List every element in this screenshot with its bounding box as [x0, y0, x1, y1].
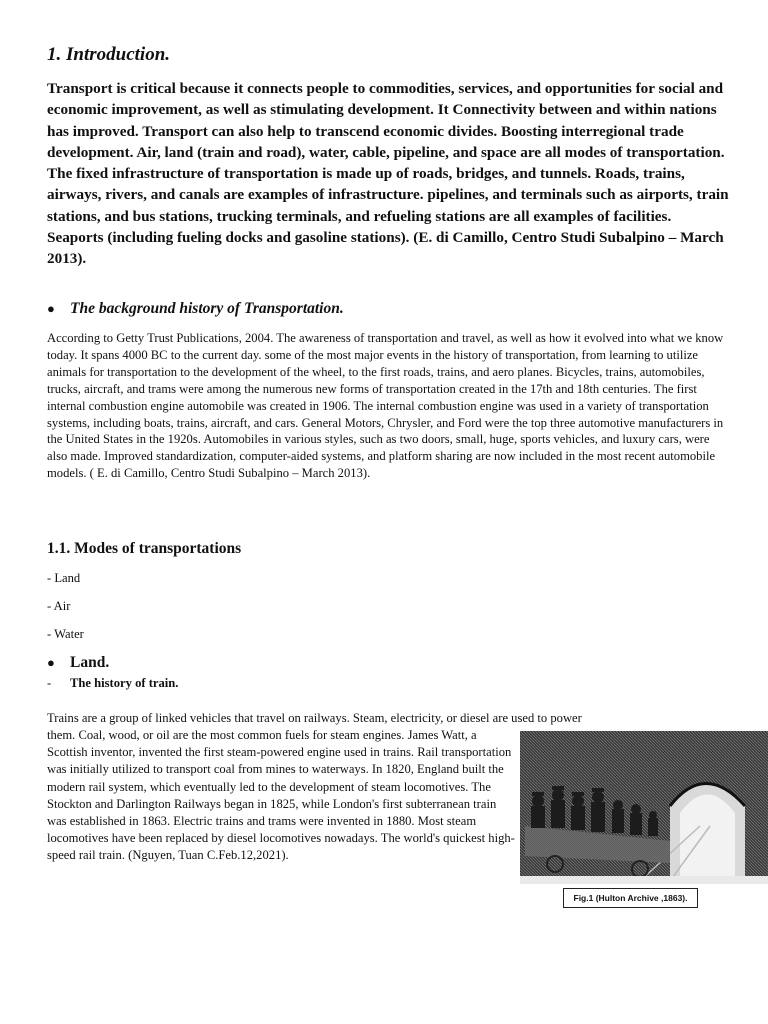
engraving-illustration — [520, 731, 768, 884]
bullet-icon: ● — [47, 301, 55, 316]
bullet-icon: ● — [47, 655, 55, 670]
train-history-title: The history of train. — [70, 676, 179, 690]
train-tunnel-figure — [520, 731, 768, 884]
train-history-heading — [47, 676, 178, 691]
dash-marker: - — [47, 676, 52, 690]
train-paragraph-body: them. Coal, wood, or oil are the most common fuels for steam engines. James Watt, a Scottish inventor, invented the first steam-powered engine used in trains. Rail transportation was initially utilized to transport coal from mines to waterways. In 1820, England built the modern rail system, which eventually led to the development of steam locomotives. The Stockton and Darlington Railways began in 1825, while London's first subterranean train was established in 1863. Electric trains and trams were invented in 1880. Most steam locomotives have been replaced by diesel locomotives nowadays. The world's quickest high-speed rail train. (Nguyen, Tuan C.Feb.12,2021). — [47, 728, 515, 863]
engraving-title-strip — [520, 876, 768, 884]
land-heading — [47, 654, 109, 672]
background-history-heading — [47, 300, 344, 318]
mode-item-air: - Air — [47, 599, 71, 613]
train-paragraph-first-line: Trains are a group of linked vehicles that travel on railways. Steam, electricity, or diesel are used to power — [47, 711, 582, 725]
land-title: Land. — [70, 654, 110, 671]
mode-item-land: - Land — [47, 571, 81, 585]
introduction-heading: 1. Introduction. — [47, 44, 171, 65]
background-history-title: The background history of Transportation. — [70, 300, 344, 317]
modes-heading: 1.1. Modes of transportations — [47, 540, 242, 557]
introduction-paragraph: Transport is critical because it connects people to commodities, services, and opportunities for social and economic improvement, as well as stimulating development. It Connectivity between and within nations has improved. Transport can also help to transcend economic divides. Boosting interregional trade development. Air, land (train and road), water, cable, pipeline, and space are all modes of transportation. The fixed infrastructure of transportation is made up of roads, bridges, and tunnels. Roads, trains, airways, rivers, and canals are examples of infrastructure. pipelines, and terminals such as airports, train stations, and bus stations, trucking terminals, and refueling stations are all examples of facilities. Seaports (including fueling docks and gasoline stations). (E. di Camillo, Centro Studi Subalpino – March 2013). — [47, 80, 729, 268]
background-history-paragraph: According to Getty Trust Publications, 2004. The awareness of transportation and travel, as well as how it evolved into what we know today. It spans 4000 BC to the current day. some of the most major events in the history of transportation, from learning to utilize animals for transportation to the development of the wheel, to the first roads, trains, and aero planes. Bicycles, trains, automobiles, trucks, aircraft, and trams were among the numerous new forms of transportation created in the 17th and 18th centuries. The first internal combustion engine automobile was created in 1906. The internal combustion engine was used in a variety of transportation systems, including boats, trains, aircraft, and cars. General Motors, Chrysler, and Ford were the top three automotive manufacturers in the United States in the 1920s. Automobiles in various styles, such as two doors, small, huge, sports vehicles, and luxury cars, were also made. Improved standardization, computer-aided systems, and platform sharing are now included in the most recent automobile models. ( E. di Camillo, Centro Studi Subalpino – March 2013). — [47, 331, 724, 481]
figure-caption: Fig.1 (Hulton Archive ,1863). — [563, 888, 698, 908]
mode-item-water: - Water — [47, 627, 84, 641]
